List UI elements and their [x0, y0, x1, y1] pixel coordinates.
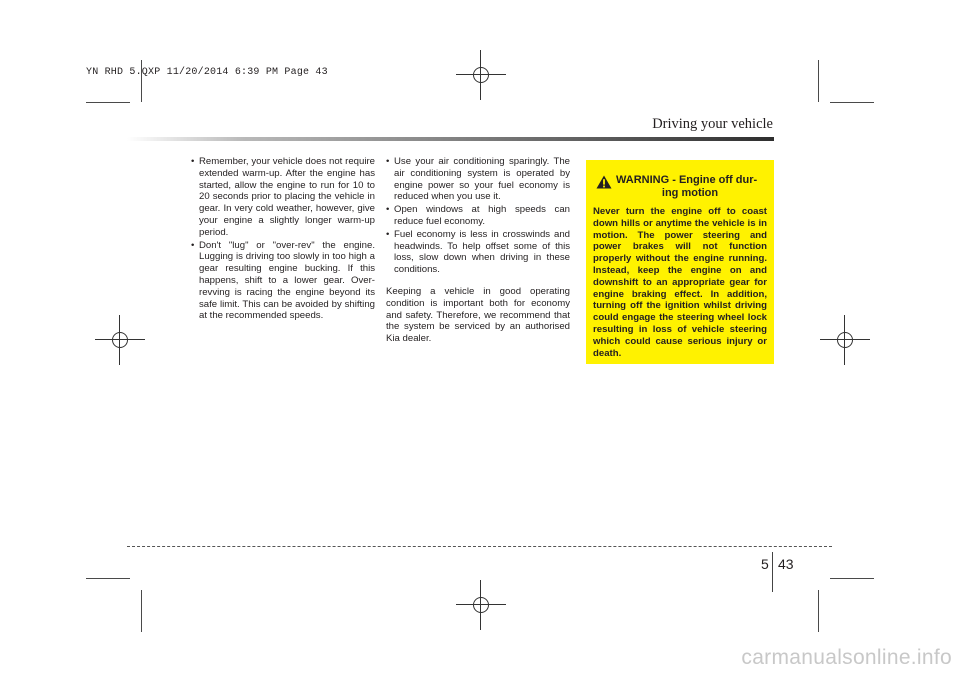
- left-column: [191, 156, 375, 323]
- registration-mark-icon: [105, 325, 135, 355]
- list-item: • Open windows at high speeds can reduce fuel economy.: [386, 204, 570, 227]
- list-item: • Don't "lug" or "over-rev" the engine. Lugging is driving too slowly in too high a gear resulting engine bucking. If this happens, shift to a lower gear. Over-revving is racing the engine beyond its safe limit. This can be avoided by shifting at the recommended speeds.: [191, 239, 375, 322]
- warning-title-line2: ing motion: [661, 187, 719, 199]
- registration-mark-icon: [466, 590, 496, 620]
- list-item: • Fuel economy is less in crosswinds and headwinds. To help offset some of this loss, slow down when driving in these conditions.: [386, 228, 570, 276]
- registration-mark-icon: [466, 60, 496, 90]
- crop-mark: [818, 590, 819, 632]
- print-slug: YN RHD 5.QXP 11/20/2014 6:39 PM Page 43: [86, 67, 328, 78]
- middle-column: [386, 156, 570, 345]
- section-title: Driving your vehicle: [652, 116, 773, 132]
- warning-title-line1: WARNING - Engine off dur-: [616, 174, 758, 186]
- list-item: • Remember, your vehicle does not require extended warm-up. After the engine has started, allow the engine to run for 10 to 20 seconds prior to placing the vehicle in gear. In very cold weather, however, give your engine a slightly longer warm-up period.: [191, 156, 375, 238]
- crop-mark: [830, 578, 874, 579]
- footer-rule: [127, 546, 832, 547]
- registration-mark-icon: [830, 325, 860, 355]
- chapter-number: 5: [761, 556, 769, 572]
- crop-mark: [86, 102, 130, 103]
- title-rule: [127, 137, 774, 141]
- crop-mark: [86, 578, 130, 579]
- list-item: • Use your air conditioning sparingly. The air conditioning system is operated by engine power so your fuel economy is reduced when you use it.: [386, 156, 570, 203]
- watermark: carmanualsonline.info: [741, 646, 952, 669]
- page-number-divider: [772, 552, 773, 592]
- warning-box: [586, 160, 774, 364]
- crop-mark: [141, 590, 142, 632]
- warning-body: Never turn the engine off to coast down hills or anytime the vehicle is in motion. The power steering and power brakes will not function properly without the engine running. Instead, keep the engine on and downshift to an appropriate gear for engine braking effect. In addition, turning off the ignition whilst driving could engage the steering wheel lock resulting in loss of vehicle steering which could cause serious injury or death.: [593, 206, 767, 359]
- page-number: 43: [778, 556, 794, 572]
- maintenance-paragraph: Keeping a vehicle in good operating condition is important both for economy and safety. Therefore, we recommend that the system be serviced by an authorised Kia dealer.: [386, 285, 570, 345]
- crop-mark: [818, 60, 819, 102]
- crop-mark: [830, 102, 874, 103]
